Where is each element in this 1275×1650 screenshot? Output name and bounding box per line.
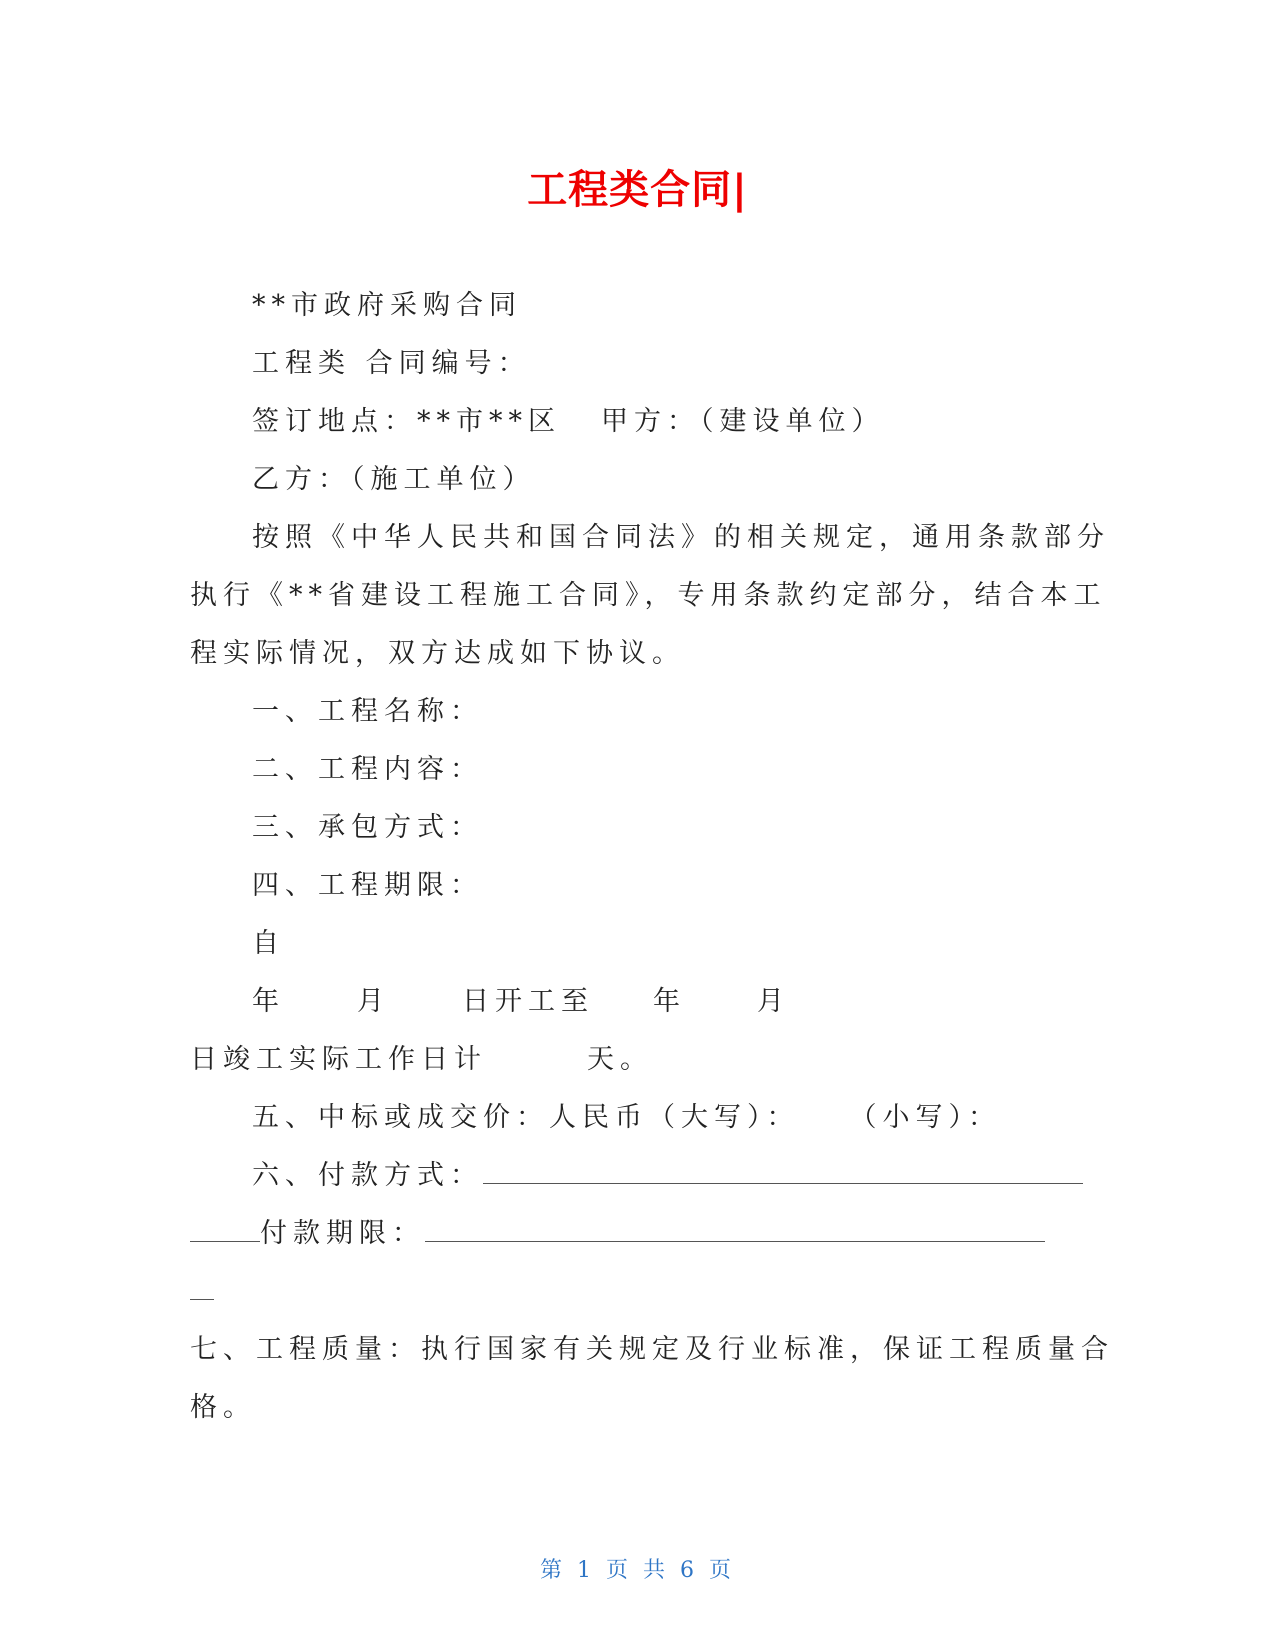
contract-heading: **市政府采购合同 <box>252 290 522 321</box>
intro-paragraph-line-2: 执行《**省建设工程施工合同》，专用条款约定部分，结合本工 <box>190 580 1107 611</box>
signing-place-label: 签订地点：**市**区 <box>252 406 561 437</box>
page-number: 第 1 页 共 6 页 <box>540 1558 735 1583</box>
item-quality-line-1: 七、工程质量：执行国家有关规定及行业标准，保证工程质量合 <box>190 1334 1114 1365</box>
payment-term-blank-cont-row <box>190 1278 214 1305</box>
period-from: 自 <box>252 928 285 959</box>
signing-place-row <box>252 408 885 435</box>
period-end-row <box>190 1046 653 1073</box>
item-project-period: 四、工程期限： <box>252 870 483 901</box>
period-days: 天。 <box>587 1044 653 1075</box>
payment-term-label: 付款期限： <box>260 1218 425 1249</box>
item-project-content: 二、工程内容： <box>252 754 483 785</box>
payment-term-row <box>190 1220 1045 1247</box>
contract-number-label: 工程类 合同编号： <box>252 348 531 379</box>
intro-paragraph-line-1: 按照《中华人民共和国合同法》的相关规定，通用条款部分 <box>252 522 1110 553</box>
payment-method-blank-cont <box>190 1221 260 1242</box>
party-b-label: 乙方：（施工单位） <box>252 464 536 495</box>
period-end: 日竣工实际工作日计 <box>190 1044 487 1075</box>
period-start: 日开工至 <box>462 986 594 1017</box>
item-bid-price-row <box>252 1104 1001 1131</box>
payment-method-blank <box>483 1163 1083 1184</box>
item-quality-line-2: 格。 <box>190 1392 256 1423</box>
period-month-2: 月 <box>757 986 790 1017</box>
bid-price-capital: 五、中标或成交价：人民币（大写）： <box>252 1102 800 1133</box>
payment-term-blank-cont <box>190 1279 214 1300</box>
document-title: 工程类合同| <box>527 167 748 213</box>
period-month-1: 月 <box>357 986 390 1017</box>
intro-paragraph-line-3: 程实际情况，双方达成如下协议。 <box>190 638 685 669</box>
period-year-1: 年 <box>252 986 285 1017</box>
item-project-name: 一、工程名称： <box>252 696 483 727</box>
item-contract-method: 三、承包方式： <box>252 812 483 843</box>
period-year-2: 年 <box>653 986 686 1017</box>
payment-term-blank <box>425 1221 1045 1242</box>
payment-method-label: 六、付款方式： <box>252 1160 483 1191</box>
bid-price-numeric: （小写）： <box>849 1102 1001 1133</box>
party-a-label: 甲方：（建设单位） <box>601 406 885 437</box>
item-payment-method-row <box>252 1162 1083 1189</box>
